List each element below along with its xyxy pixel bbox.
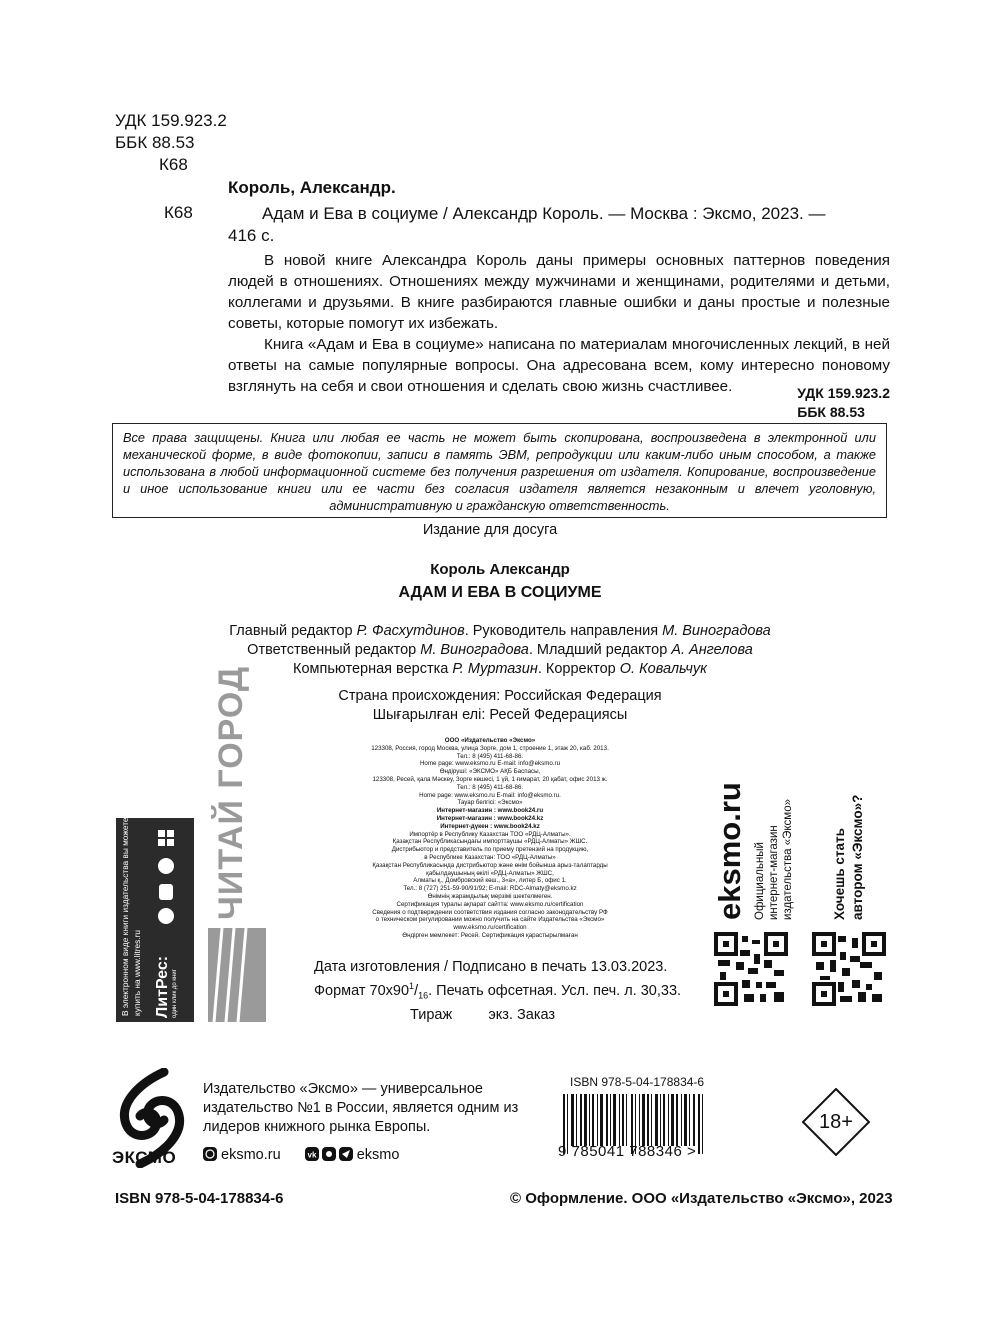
staff-person: Р. Фасхутдинов bbox=[356, 623, 465, 639]
ean-number: 9 785041 788346 > bbox=[558, 1143, 697, 1160]
qr-code-author[interactable] bbox=[812, 932, 886, 1006]
pubinfo-line: www.eksmo.ru/certification bbox=[453, 924, 527, 932]
book-title: АДАМ И ЕВА В СОЦИУМЕ bbox=[398, 584, 602, 601]
pubinfo-line: о техническом регулировании можно получить на сайте Издательства «Эксмо» bbox=[375, 916, 605, 924]
litres-tagline: один клик до книг bbox=[172, 969, 178, 1018]
pubinfo-line: Сведения о подтверждении соответствия издания согласно законодательству РФ bbox=[372, 908, 608, 916]
pubinfo-line: Алматы қ., Домбровский көш., 3«а», литер Б, офис 1. bbox=[413, 877, 567, 885]
pubinfo-line: Тел.: 8 (727) 251-59-90/91/92; E-mail: RDC-Almaty@eksmo.kz bbox=[403, 885, 577, 893]
pubinfo-line: Тауар белгісі: «Эксмо» bbox=[457, 799, 523, 807]
rights-notice-box bbox=[112, 423, 887, 518]
litres-line-2: купить на www.litres.ru bbox=[132, 930, 142, 1016]
eksmo-caption-2: интернет-магазин bbox=[768, 825, 780, 920]
litres-ad bbox=[116, 818, 194, 1022]
age-rating: 18+ bbox=[819, 1111, 853, 1133]
svg-text:vk: vk bbox=[307, 1150, 317, 1160]
pubinfo-line: Сертификация туралы ақпарат сайтта: www.eksmo.ru/certification bbox=[396, 900, 584, 908]
chitai-gorod-ad bbox=[206, 665, 268, 1022]
pubinfo-line: Home page: www.eksmo.ru E-mail: info@eksmo.ru. bbox=[419, 791, 561, 799]
print-data bbox=[300, 958, 720, 1025]
staff-person: А. Ангелова bbox=[671, 642, 753, 658]
qr-code-shop[interactable] bbox=[714, 932, 788, 1006]
publisher-links bbox=[203, 1147, 419, 1163]
pubinfo-line: Қазақстан Республикасында дистрибьютор және өнім бойынша арыз-талаптарды bbox=[372, 861, 608, 869]
annotation-paragraph-1: В новой книге Александра Король даны примеры основных паттернов поведения людей в отношениях. Отношениях между мужчинами и женщинами, родителями и детьми, коллегами и друзьями. В книге разбираются главные ошибки и даны простые и полезные советы, которые помогут их избежать. bbox=[228, 252, 890, 332]
annotation-udk: УДК 159.923.2 bbox=[797, 385, 890, 401]
author-mark: К68 bbox=[159, 155, 188, 174]
pubinfo-line: Өндірген мемлекет: Ресей. Сертификация қарастырылмаған bbox=[402, 931, 578, 939]
publisher-description: Издательство «Эксмо» — универсальное издательство №1 в России, является одним из лидеров книжного рынка Европы. bbox=[203, 1081, 519, 1135]
pubinfo-line: қабылдаушының өкілі «РДЦ-Алматы» ЖШС, bbox=[426, 869, 554, 877]
android-icon bbox=[159, 884, 173, 900]
pubinfo-line: Тел.: 8 (495) 411-68-86. bbox=[456, 752, 524, 760]
staff-role: . Корректор bbox=[537, 661, 620, 677]
pubinfo-line: 123308, Россия, город Москва, улица Зорге, дом 1, строение 1, этаж 20, каб. 2013. bbox=[371, 744, 609, 752]
pubinfo-line: Интернет-магазин : www.book24.ru bbox=[436, 807, 544, 815]
chitai-stripes-icon bbox=[208, 928, 266, 1022]
annotation-codes bbox=[797, 384, 890, 422]
print-run: Тираж экз. Заказ bbox=[410, 1006, 556, 1023]
biblio-line-1: Адам и Ева в социуме / Александр Король. — Москва : Эксмо, 2023. — bbox=[262, 204, 826, 223]
staff-role: Главный редактор bbox=[229, 623, 357, 639]
author-name: Король Александр bbox=[430, 561, 570, 578]
author-call-ad bbox=[810, 780, 900, 1020]
litres-brand: ЛитРес: bbox=[154, 955, 171, 1018]
udk-code: УДК 159.923.2 bbox=[115, 111, 227, 130]
pubinfo-line: Интернет-магазин : www.book24.kz bbox=[436, 814, 544, 822]
print-format: Формат $70x90^1/_{16}$. Печать офсетная. Усл. печ. л. 30,33. bbox=[314, 981, 682, 1001]
author-heading: Король, Александр. bbox=[228, 178, 396, 197]
pubinfo-line: Дистрибьютор и представитель по приему претензий на продукцию, bbox=[391, 846, 589, 854]
annotation-bbk: ББК 88.53 bbox=[797, 404, 865, 420]
print-date: Дата изготовления / Подписано в печать 13.03.2023. bbox=[314, 959, 668, 975]
isbn-footer: ISBN 978-5-04-178834-6 bbox=[115, 1190, 284, 1207]
staff-person: О. Ковальчук bbox=[619, 661, 707, 677]
editorial-staff bbox=[0, 622, 1000, 679]
bbk-code: ББК 88.53 bbox=[115, 133, 195, 152]
platform-icons bbox=[152, 826, 182, 926]
pubinfo-line: Өндіруші: «ЭКСМО» АҚБ Баспасы, bbox=[439, 768, 541, 776]
publisher-info bbox=[340, 737, 640, 940]
staff-line-1 bbox=[0, 622, 1000, 641]
pubinfo-line: Импортёр в Республику Казахстан ТОО «РДЦ-Алматы». bbox=[409, 830, 571, 838]
author-call-line-1: Хочешь стать bbox=[832, 828, 847, 920]
eksmo-caption-1: Официальный bbox=[754, 842, 766, 920]
pubinfo-line: 123308, Ресей, қала Мәскеу, Зорге көшесі, 1 үй, 1 ғимарат, 20 қабат, офис 2013 ж. bbox=[372, 775, 608, 783]
country-of-origin bbox=[0, 687, 1000, 725]
format-sub: 16 bbox=[418, 990, 429, 1001]
social-text: eksmo bbox=[356, 1147, 400, 1163]
social-icons bbox=[305, 1147, 353, 1161]
pubinfo-line: Өнімнің жарамдылық мерзімі шектелмеген. bbox=[427, 892, 553, 900]
staff-role: Ответственный редактор bbox=[247, 642, 421, 658]
format-rest: . Печать офсетная. Усл. печ. л. 30,33. bbox=[428, 982, 682, 999]
social-links[interactable] bbox=[305, 1147, 410, 1163]
author-mark-left: К68 bbox=[164, 203, 193, 222]
eksmo-caption-3: издательства «Эксмо» bbox=[782, 798, 794, 920]
annotation bbox=[228, 250, 890, 397]
pubinfo-line: Интернет-дүкен : www.book24.kz bbox=[440, 822, 540, 830]
country-kz: Шығарылған елі: Ресей Федерациясы bbox=[372, 707, 628, 723]
bibliographic-description bbox=[228, 203, 892, 247]
edition-type: Издание для досуга bbox=[422, 522, 558, 538]
author-call-line-2: автором «Эксмо»? bbox=[850, 794, 865, 920]
staff-role: . Руководитель направления bbox=[464, 623, 663, 639]
site-link[interactable] bbox=[203, 1147, 295, 1163]
staff-role: . Младший редактор bbox=[528, 642, 672, 658]
pubinfo-line: Тел.: 8 (495) 411-68-86. bbox=[456, 783, 524, 791]
pubinfo-line: Қазақстан Республикасындағы импорттаушы «РДЦ-Алматы» ЖШС. bbox=[392, 838, 588, 846]
isbn-barcode-label: ISBN 978-5-04-178834-6 bbox=[570, 1075, 705, 1089]
staff-line-2 bbox=[0, 641, 1000, 660]
rights-notice: Все права защищены. Книга или любая ее часть не может быть скопирована, воспроизведена в электронной или механической форме, в виде фотокопии, записи в память ЭВМ, репродукции или каким-либо иным способом, а также использована в любой информационной системе без получения разрешения от издателя. Копирование, воспроизведение и иное использование книги или ее части без согласия издателя является незаконным и влечет уголовную, административную и гражданскую ответственность. bbox=[123, 430, 876, 513]
copyright: © Оформление. ООО «Издательство «Эксмо», 2023 bbox=[510, 1190, 893, 1207]
pubinfo-line: в Республике Казахстан: ТОО «РДЦ-Алматы» bbox=[424, 853, 556, 861]
eksmo-site: eksmo.ru bbox=[712, 782, 747, 920]
windows-phone-icon bbox=[158, 858, 174, 874]
udk-block bbox=[115, 110, 227, 176]
pubinfo-line: Home page: www.eksmo.ru E-mail: info@eksmo.ru bbox=[419, 760, 561, 768]
site-text: eksmo.ru bbox=[221, 1147, 281, 1163]
format-text: Формат 70x90 bbox=[314, 982, 410, 999]
litres-line-1: В электронном виде книги издательства вы можете bbox=[120, 817, 130, 1016]
biblio-line-2: 416 с. bbox=[228, 226, 275, 245]
country-ru: Страна происхождения: Российская Федерация bbox=[338, 688, 662, 704]
staff-line-3 bbox=[0, 660, 1000, 679]
eksmo-logo-text: ЭКСМО bbox=[112, 1148, 177, 1167]
pubinfo-line: ООО «Издательство «Эксмо» bbox=[444, 737, 536, 744]
staff-person: М. Виноградова bbox=[662, 623, 771, 639]
chitai-gorod-logo: ЧИТАЙ ГОРОД bbox=[212, 665, 250, 920]
format-sup: 1 bbox=[409, 981, 415, 991]
staff-person: Р. Муртазин bbox=[452, 661, 538, 677]
eksmo-shop-ad bbox=[712, 780, 802, 1020]
annotation-paragraph-2: Книга «Адам и Ева в социуме» написана по материалам многочисленных лекций, в ней ответы на самые популярные вопросы. Она адресована всем, кому интересно поновому взглянуть на себя и свои отношения и сделать свою жизнь счастливее. bbox=[228, 336, 890, 395]
globe-icon bbox=[203, 1147, 217, 1161]
apple-icon bbox=[158, 908, 174, 924]
staff-role: Компьютерная верстка bbox=[293, 661, 453, 677]
staff-person: М. Виноградова bbox=[420, 642, 529, 658]
